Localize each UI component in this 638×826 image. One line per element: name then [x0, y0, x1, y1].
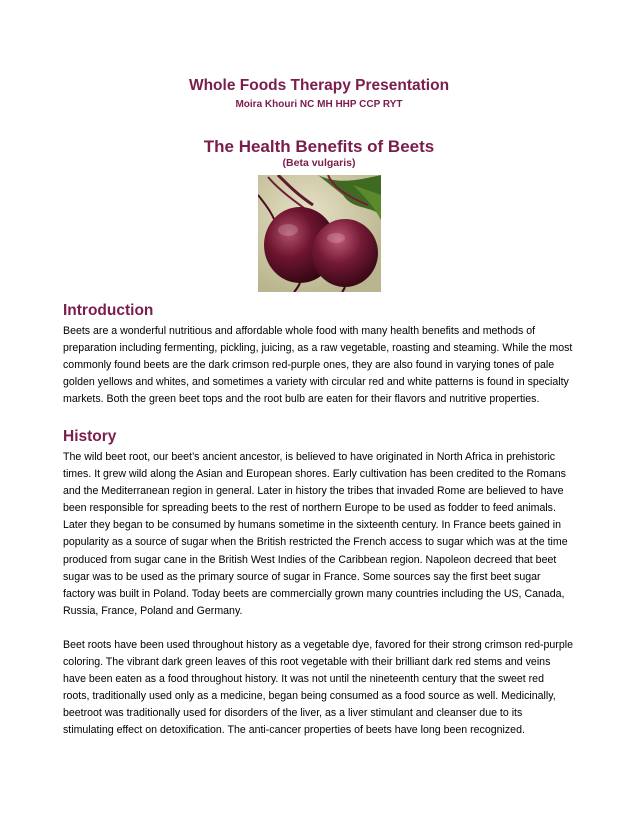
- beets-photo: [258, 175, 381, 292]
- introduction-section: [63, 302, 573, 408]
- history-section: [63, 428, 573, 740]
- document-title: Whole Foods Therapy Presentation: [188, 77, 450, 94]
- introduction-heading: Introduction: [63, 302, 154, 319]
- latin-name: (Beta vulgaris): [282, 157, 356, 169]
- history-paragraph-2: Beet roots have been used throughout history as a vegetable dye, favored for their strong crimson red-purple coloring. The vibrant dark green leaves of this root vegetable with their brilliant dark red stems and veins have been eaten as a food throughout history. It was not until the nineteenth century that the sweet red roots, traditionally used only as a medicine, began being consumed as a food source as well. Medicinally, beetroot was traditionally used for disorders of the liver, as a liver stimulant and cleanser due to its stimulating effect on detoxification. The anti-cancer properties of beets have long been recognized.: [63, 638, 573, 737]
- author-line: Moira Khouri NC MH HHP CCP RYT: [235, 99, 403, 110]
- introduction-paragraph: Beets are a wonderful nutritious and affordable whole food with many health benefits and methods of preparation including fermenting, pickling, juicing, as a raw vegetable, roasting and steaming. While the most commonly found beets are the dark crimson red-purple ones, they are also found in varying tones of pale golden yellows and whites, and sometimes a variety with circular red and white patterns is found in specialty markets. Both the green beet tops and the root bulb are eaten for their flavors and nutritive properties.: [63, 325, 573, 406]
- history-paragraph-1: The wild beet root, our beet’s ancient ancestor, is believed to have originated in North Africa in prehistoric times. It grew wild along the Asian and European shores. Early cultivation has been credited to the Romans and the Mediterranean region in general. Later in history the tribes that invaded Rome are believed to have been responsible for spreading beets to the rest of northern Europe to be used as fodder to feed animals. Later they began to be consumed by humans sometime in the sixteenth century. In France beets gained in popularity as a source of sugar when the British restricted the French access to sugar which was at the time produced from sugar cane in the British West Indies of the Caribbean region. Napoleon decreed that beet sugar was to be used as the primary source of sugar in France. Some sources say the first beet sugar factory was built in Poland. Today beets are commercially grown many countries including the US, Canada, Russia, France, Poland and Germany.: [63, 451, 568, 617]
- history-heading: History: [63, 428, 117, 445]
- article-title: The Health Benefits of Beets: [203, 137, 435, 156]
